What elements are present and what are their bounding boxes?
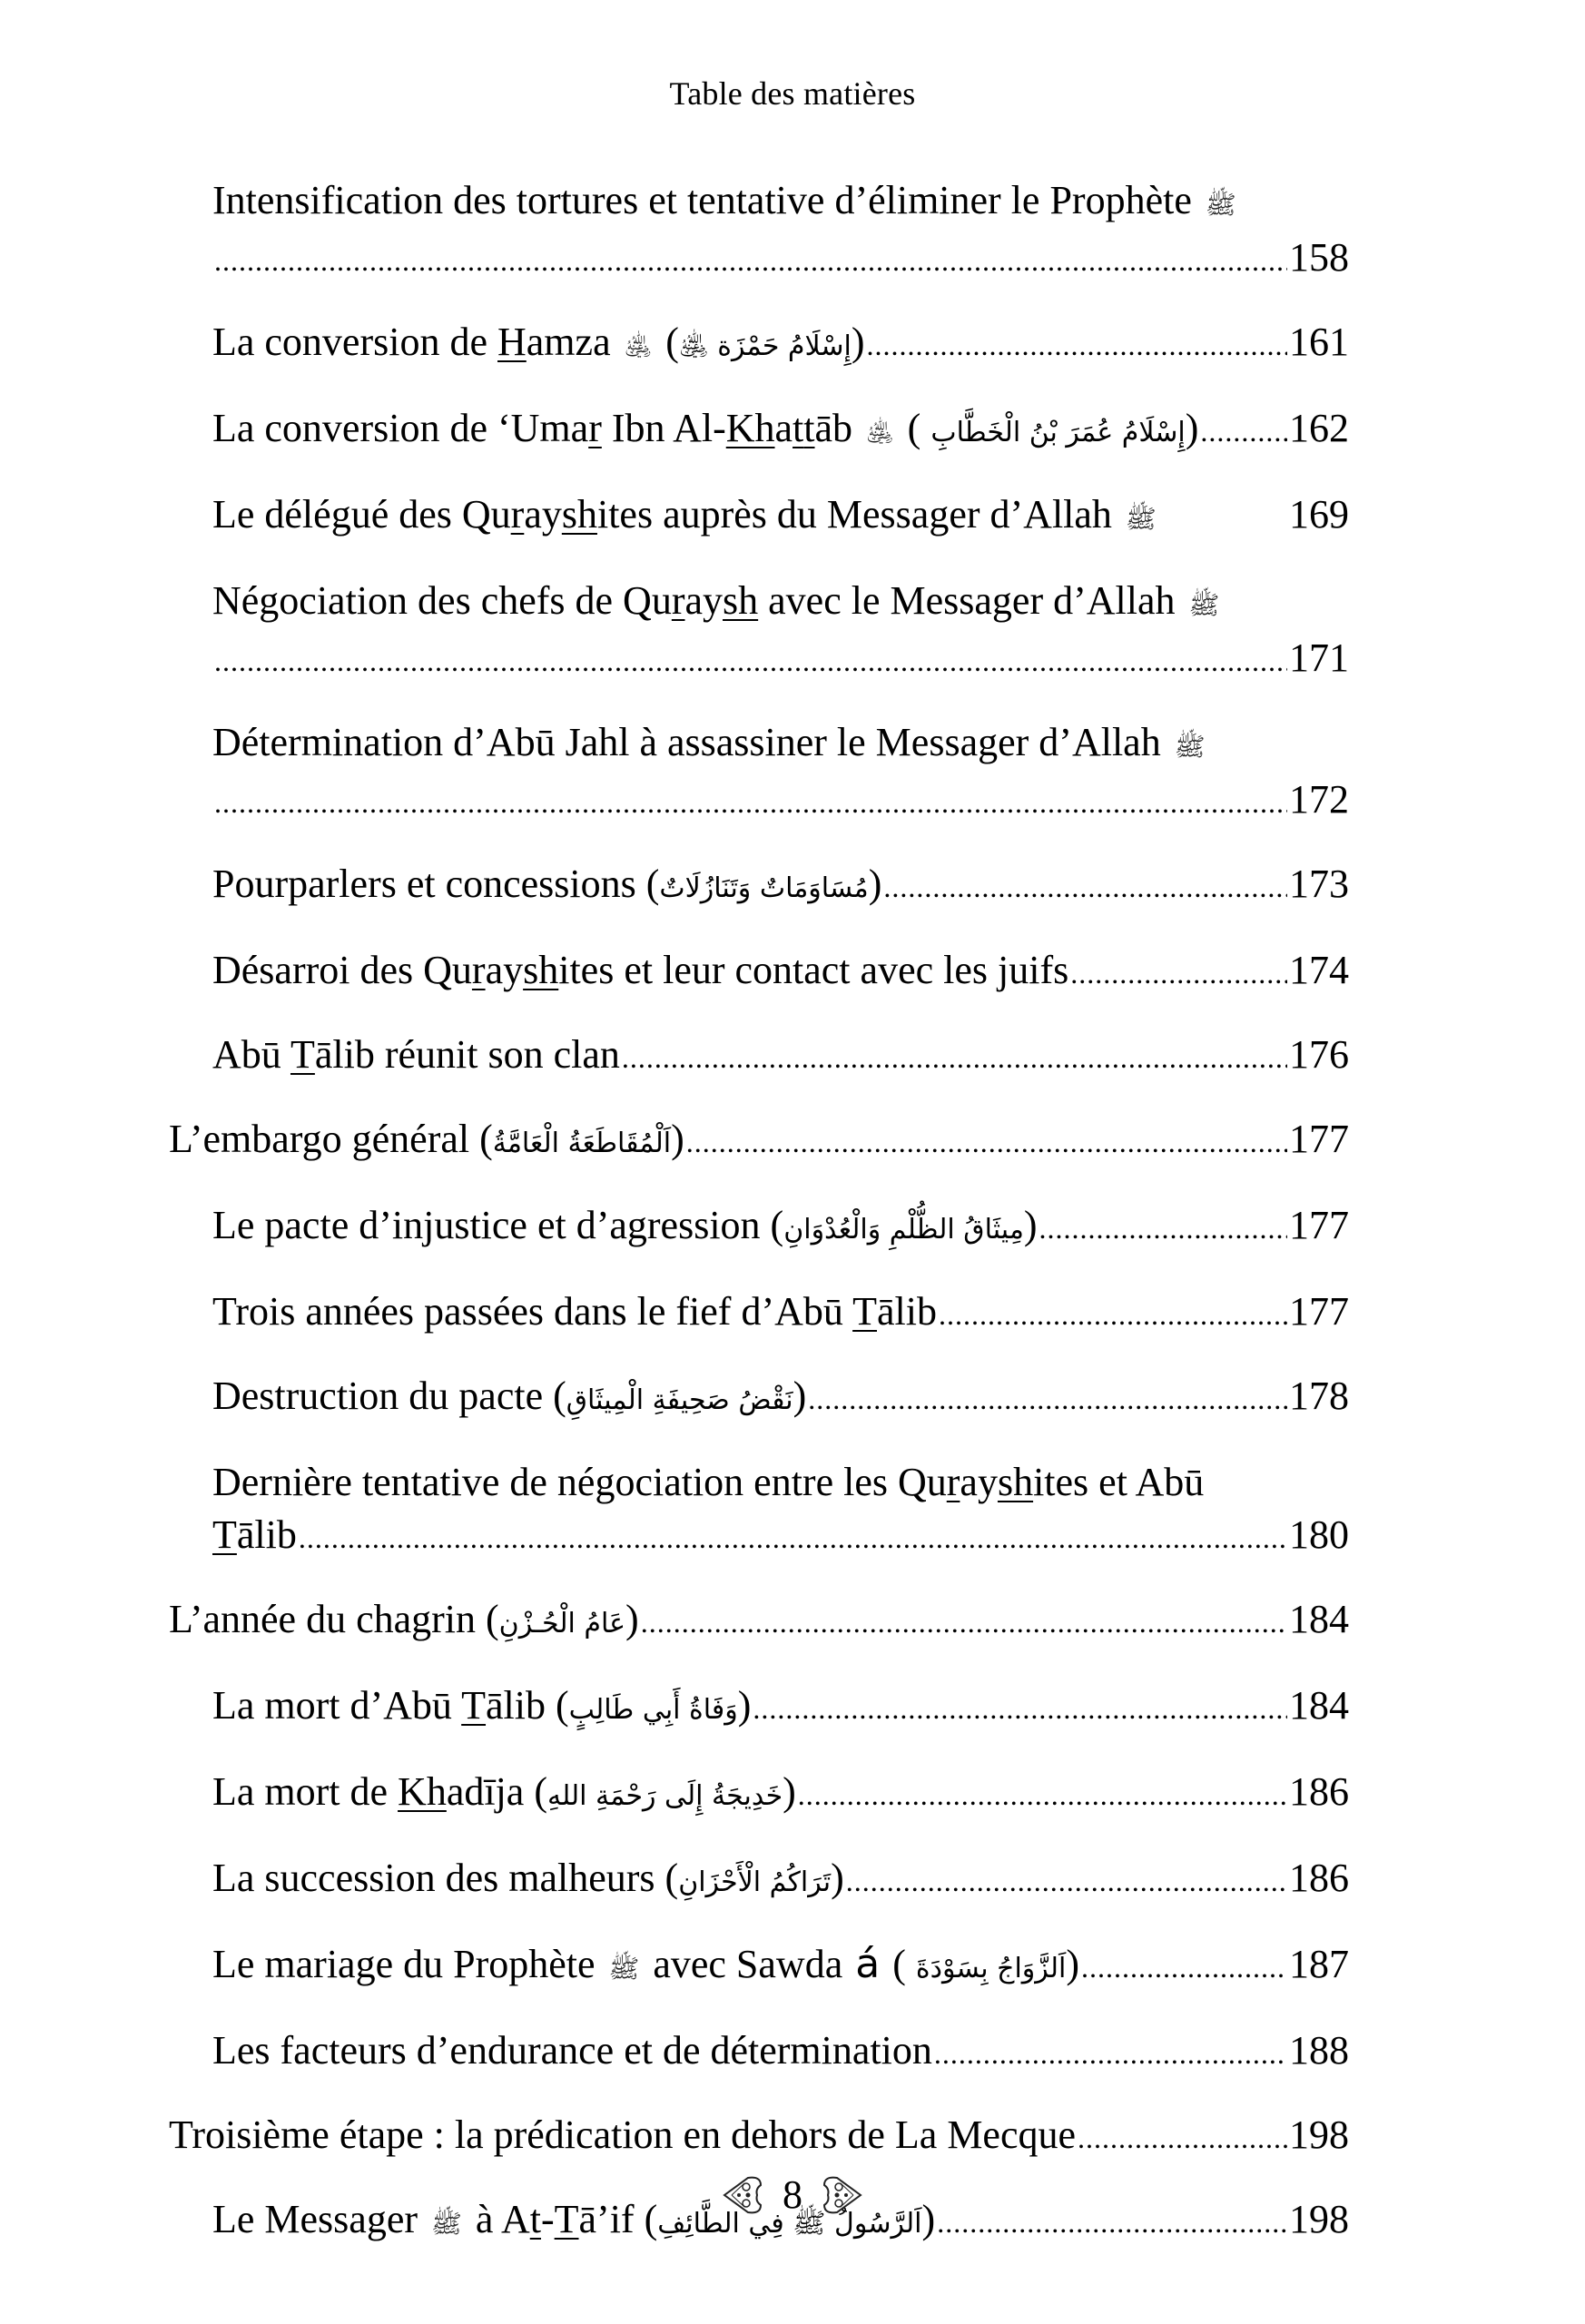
page-ref[interactable]: 158 [1289,235,1349,280]
honorific-icon: ﷺ [1188,590,1220,620]
transliteration-underlined: T [852,1289,877,1334]
entry-title [212,1456,1204,1509]
arabic-title: مُسَاوَمَاتٌ وَتَنَازُلَاتٌ [659,872,869,904]
entry-title [212,174,1240,231]
entry-text: ) [671,1117,684,1161]
entry-title [212,944,1068,997]
toc-entry[interactable] [0,1852,1585,1909]
toc-entry[interactable] [0,1029,1585,1084]
arabic-title: وَفَاةُ أَبِي طَالِبٍ [568,1694,738,1726]
dot-leader [867,319,1287,371]
entry-text: Dernière tentative de négociation entre les Qu [212,1460,947,1504]
entry-text: Troisième étape : la prédication en dehors de La Mecque [169,2112,1077,2157]
transliteration-underlined: r [946,1460,960,1504]
entry-title [212,402,1198,459]
transliteration-underlined: T [461,1683,487,1728]
page-ref[interactable]: 186 [1289,1856,1349,1900]
transliteration-underlined: sh [523,948,559,992]
entry-text: Trois années passées dans le fief d’Abū [212,1289,853,1334]
toc-entry[interactable] [0,1113,1585,1170]
dot-leader [686,1116,1287,1168]
page-ref[interactable]: 178 [1289,1374,1349,1418]
toc-entry[interactable] [0,402,1585,459]
toc-entry[interactable] [0,944,1585,1000]
entry-text: ) [1023,1203,1038,1247]
page-ref[interactable]: 172 [1289,777,1349,822]
entry-text: ( [892,1942,916,1986]
entry-text: ay [960,1460,998,1504]
entry-text: Abū [212,1032,290,1077]
entry-text: ) [792,1374,807,1418]
entry-title [212,1938,1079,1995]
transliteration-underlined: T [554,2197,579,2241]
transliteration-underlined: H [497,320,527,364]
entry-text: adīja ( [446,1769,547,1814]
entry-text: à A [465,2197,530,2241]
entry-title [212,575,1223,632]
page-ref[interactable]: 198 [1289,2197,1349,2241]
entry-text: amza [526,320,621,364]
page-ref[interactable]: 184 [1289,1597,1349,1641]
entry-text: - [540,2197,555,2241]
page-ref[interactable]: 174 [1289,948,1349,992]
entry-text: ) [921,2197,936,2241]
entry-text: āb [814,406,863,450]
page-footer [0,2171,1585,2218]
arabic-title: خَدِيجَةُ إِلَى رَحْمَةِ اللهِ [547,1780,783,1812]
entry-title [212,1029,620,1081]
entry-text: ) [831,1856,844,1900]
dot-leader [939,1288,1287,1341]
page-ref[interactable]: 176 [1289,1032,1349,1077]
dot-leader [1081,1941,1287,1994]
honorific-icon: ﷺ [608,1954,640,1984]
entry-title [212,1199,1038,1256]
entry-text: avec Sawda [643,1942,843,1986]
toc-entry[interactable] [0,1199,1585,1256]
dot-leader [1200,405,1287,458]
entry-title [212,316,865,373]
transliteration-underlined: r [671,578,685,623]
stray-glyph: á [855,1941,881,1987]
honorific-icon: ﵁ [866,418,894,448]
entry-text: Le mariage du Prophète [212,1942,605,1986]
entry-text: Détermination d’Abū Jahl à assassiner le Messager d’Allah [212,720,1171,764]
dot-leader [934,2027,1287,2080]
toc-entry[interactable] [0,1370,1585,1427]
transliteration-underlined: r [510,492,525,537]
honorific-icon: ﷺ [1205,190,1236,220]
entry-text: ites et leur contact avec les juifs [558,948,1069,992]
entry-title [212,488,1160,546]
entry-text: Le délégué des Qu [212,492,511,537]
toc-entry[interactable] [0,1456,1585,1564]
transliteration-underlined: Kh [398,1769,447,1814]
entry-text: ālib réunit son clan [314,1032,620,1077]
toc-entry[interactable] [0,174,1585,287]
honorific-icon: ﷺ [1174,732,1206,762]
entry-text: a [774,406,793,450]
entry-title [212,1370,806,1427]
arabic-title: إِسْلَامُ حَمْزَة ﵁ [678,330,852,362]
entry-text: ) [1066,1942,1079,1986]
entry-text: ) [868,862,882,906]
dot-leader [299,1512,1287,1564]
entry-text: Ibn Al- [601,406,726,450]
page-ref[interactable]: 171 [1289,635,1349,680]
entry-title [212,716,1209,773]
toc-entry[interactable] [0,316,1585,373]
entry-text: La conversion de ‘Uma [212,406,589,450]
transliteration-underlined: T [212,1512,237,1557]
entry-text: ay [485,948,524,992]
toc-entry[interactable] [0,1766,1585,1823]
dot-leader [798,1768,1287,1821]
entry-text: Négociation des chefs de Qu [212,578,672,623]
toc-entry[interactable] [0,1285,1585,1341]
entry-title [169,2109,1076,2162]
toc-entry[interactable] [0,1593,1585,1650]
toc-entry[interactable] [0,1938,1585,1995]
page-ref[interactable]: 162 [1289,406,1349,450]
page-ref[interactable]: 177 [1289,1289,1349,1334]
entry-text: ) [851,320,865,364]
transliteration-underlined: T [290,1032,315,1077]
dot-leader [214,234,1287,287]
running-head: Table des matières [669,75,916,112]
entry-text: ay [524,492,562,537]
page-number: 8 [783,2172,802,2217]
entry-text: La conversion de [212,320,497,364]
page-ref[interactable]: 186 [1289,1769,1349,1814]
arabic-title: اَلْمُقَاطَعَةُ الْعَامَّةُ [492,1128,672,1159]
dot-leader [1070,947,1287,1000]
entry-text: ( [655,320,679,364]
entry-text: L’année du chagrin ( [169,1597,499,1641]
entry-title [212,858,881,915]
page-ref[interactable]: 177 [1289,1203,1349,1247]
entry-text: ālib [236,1512,297,1557]
entry-text: ālib ( [486,1683,569,1728]
arabic-title: عَامُ الْحُـزْنِ [498,1608,626,1640]
toc-entry[interactable] [0,2109,1585,2164]
dot-leader [1078,2112,1287,2164]
honorific-icon: ﷺ [1125,504,1157,534]
transliteration-underlined: r [588,406,602,450]
arabic-title: مِيثَاقُ الظُّلْمِ وَالْعُدْوَانِ [783,1214,1024,1246]
dot-leader [1039,1202,1287,1255]
entry-text: ālib [877,1289,937,1334]
floral-ornament-left-icon [721,2172,766,2218]
entry-text: Intensification des tortures et tentative d’éliminer le Prophète [212,178,1202,222]
arabic-title: تَرَاكُمُ الْأَحْزَانِ [678,1866,832,1898]
honorific-icon: ﷺ [431,2209,462,2239]
toc-entry[interactable] [0,1679,1585,1737]
page-ref[interactable]: 198 [1289,2112,1349,2157]
entry-text: ites auprès du Messager d’Allah [596,492,1122,537]
transliteration-underlined: Kh [725,406,775,450]
transliteration-underlined: t [792,406,804,450]
dot-leader [753,1682,1287,1735]
transliteration-underlined: sh [561,492,597,537]
entry-text: Le Messager [212,2197,428,2241]
floral-ornament-right-icon [819,2172,864,2218]
entry-text: ites et Abū [1033,1460,1205,1504]
dot-leader [214,635,1287,687]
entry-text: La succession des malheurs ( [212,1856,679,1900]
entry-text: avec le Messager d’Allah [758,578,1186,623]
entry-text: ( [897,406,931,450]
arabic-title: نَقْضُ صَحِيفَةِ الْمِيثَاقِ [566,1384,793,1416]
arabic-title: اَلزَّوَاجُ بِسَوْدَةَ [915,1953,1067,1984]
entry-text: La mort de [212,1769,399,1814]
entry-text: Pourparlers et concessions ( [212,862,660,906]
entry-text: L’embargo général ( [169,1117,493,1161]
entry-title-continued [212,1509,297,1561]
dot-leader [883,861,1287,913]
dot-leader [214,776,1287,829]
entry-title [169,1113,684,1170]
toc-entry[interactable] [0,488,1585,546]
entry-title [212,2024,932,2077]
page-ref[interactable]: 173 [1289,862,1349,906]
entry-text: ) [783,1769,796,1814]
entry-text: Destruction du pacte ( [212,1374,566,1418]
entry-text: ā’if ( [578,2197,658,2241]
entry-title [212,1679,751,1737]
transliteration-underlined: sh [997,1460,1034,1504]
toc-entry[interactable] [0,2024,1585,2080]
page-ref[interactable]: 161 [1289,320,1349,364]
transliteration-underlined: r [471,948,486,992]
page-ref[interactable]: 177 [1289,1117,1349,1161]
dot-leader [622,1031,1287,1084]
toc-entry[interactable] [0,575,1585,687]
entry-title [169,1593,639,1650]
table-of-contents [0,174,1585,2280]
toc-entry[interactable] [0,858,1585,915]
entry-title [212,1852,844,1909]
transliteration-underlined: t [803,406,815,450]
page-ref[interactable]: 180 [1289,1512,1349,1557]
entry-title [212,1766,796,1823]
page-ref[interactable]: 184 [1289,1683,1349,1728]
entry-text: ) [737,1683,752,1728]
honorific-icon: ﵁ [624,331,653,361]
dot-leader [808,1373,1287,1425]
entry-text: Désarroi des Qu [212,948,472,992]
page-ref[interactable]: 169 [1289,492,1349,537]
arabic-title: إِسْلَامُ عُمَرَ بْنُ الْخَطَّابِ [930,417,1186,448]
entry-text: ) [625,1597,639,1641]
transliteration-underlined: sh [723,578,759,623]
entry-title [212,1285,937,1338]
arabic-title: اَلرَّسُولُ ﷺ فِي الطَّائِفِ [657,2208,922,2240]
entry-text: ay [684,578,724,623]
page-ref[interactable]: 188 [1289,2028,1349,2073]
page-ref[interactable]: 187 [1289,1942,1349,1986]
entry-text: La mort d’Abū [212,1683,462,1728]
toc-entry[interactable] [0,716,1585,829]
transliteration-underlined: t [529,2197,541,2241]
entry-text: Les facteurs d’endurance et de détermination [212,2028,932,2073]
entry-text: ) [1185,406,1199,450]
entry-text: Le pacte d’injustice et d’agression ( [212,1203,784,1247]
dot-leader [846,1855,1287,1907]
dot-leader [641,1596,1287,1649]
